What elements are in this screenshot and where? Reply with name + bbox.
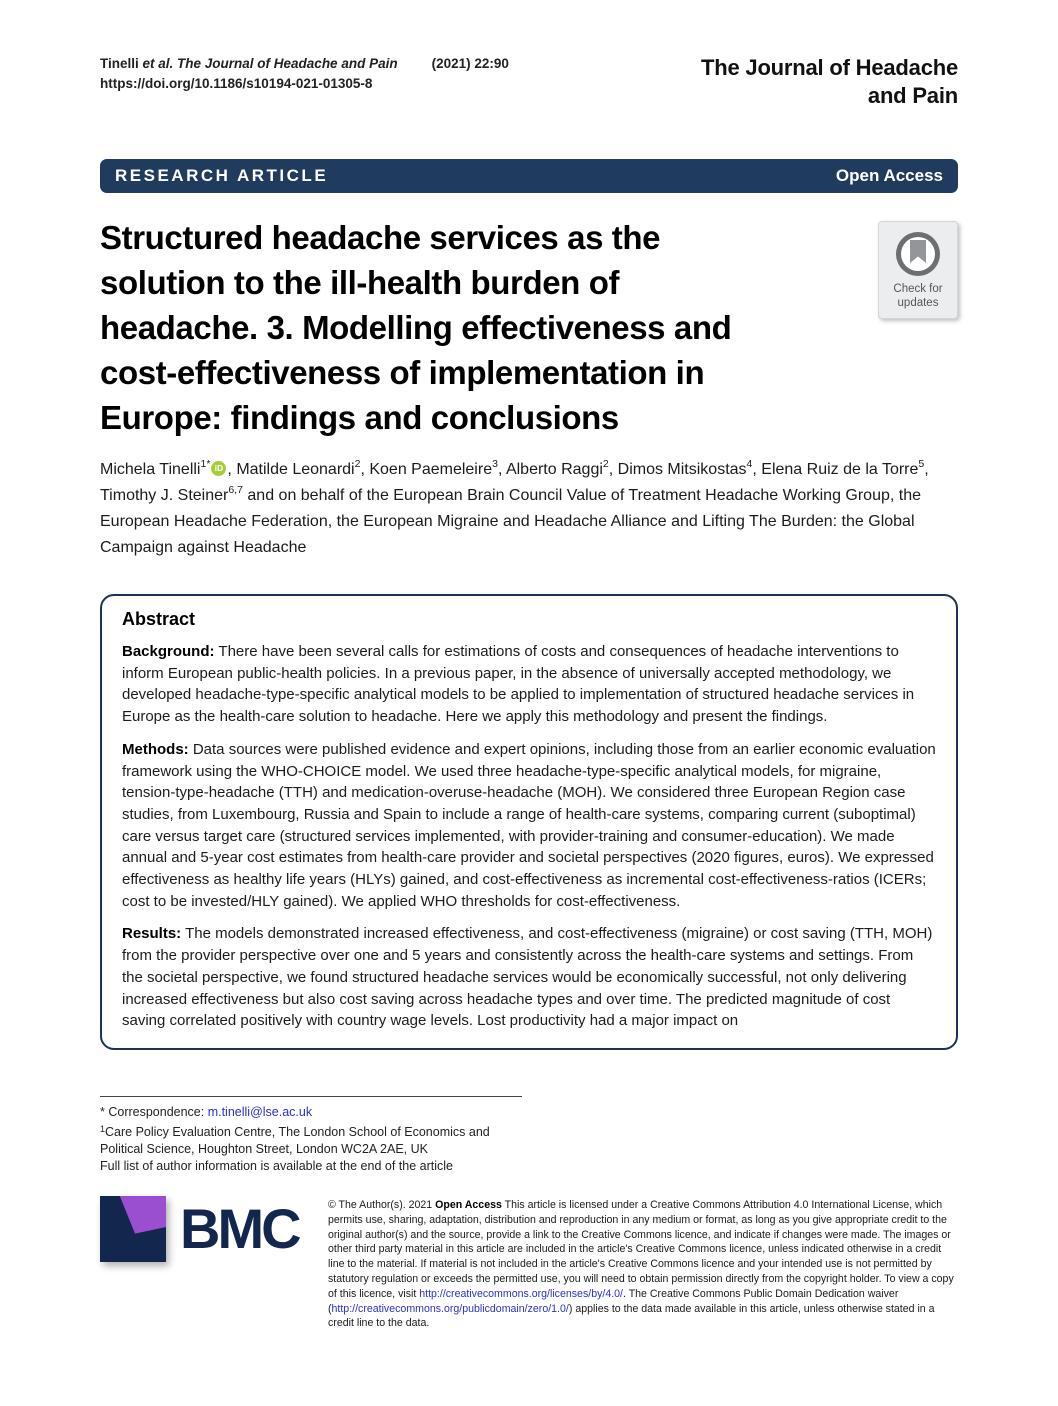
check-for-updates-button[interactable] [878,221,958,319]
license-url-link[interactable]: http://creativecommons.org/licenses/by/4.0/ [419,1287,623,1300]
bmc-logo-icon [100,1196,166,1262]
affiliation-line: $^1$Care Policy Evaluation Centre, The London School of Economics and Political Science, Houghton Street, London WC2A 2AE, UK [100,1123,490,1156]
author-info-note: Full list of author information is available at the end of the article [100,1158,453,1173]
methods-label: Methods: [122,740,189,758]
bmc-logo-text: BMC [180,1196,299,1260]
footer [100,1196,958,1331]
abstract-box [100,594,958,1050]
bmc-logo [100,1196,328,1262]
page-title: Structured headache services as the solution to the ill-health burden of headache. 3. Modelling effectiveness and cost-effectiveness of implementation in Europe: findings and conclusions [100,219,732,436]
doi-text: https://doi.org/10.1186/s10194-021-01305-8 [100,76,373,91]
open-access-label: Open Access [835,166,943,185]
abstract-background: Background: There have been several calls for estimations of costs and consequences of headache interventions to inform European public-health policies. In a previous paper, in the absence of universally accepted methodology, we developed headache-type-specific analytical models to be applied to implementation of structured headache services in Europe as the health-care solution to headache. Here we apply this methodology and present the findings. [122,643,915,726]
article-type-banner [100,159,958,193]
background-label: Background: [122,643,215,660]
citation-block [100,54,509,94]
abstract-heading: Abstract [122,609,196,629]
page-header [100,54,958,110]
license-url-link[interactable]: http://creativecommons.org/publicdomain/zero/1.0/ [331,1302,569,1315]
abstract-methods: Methods: Data sources were published evidence and expert opinions, including those from an earlier economic evaluation framework using the WHO-CHOICE model. We used three headache-type-specific analytical models, for migraine, tension-type-headache (TTH) and medication-overuse-headache (MOH). We considered three European Region case studies, from Luxembourg, Russia and Spain to include a range of health-care systems, comparing current (suboptimal) care versus target care (structured services implemented, with provider-training and consumer-education). We made annual and 5-year cost estimates from health-care provider and societal perspectives (2020 figures, euros). We expressed effectiveness as healthy life years (HLYs) gained, and cost-effectiveness as incremental cost-effectiveness-ratios (ICERs; cost to be invested/HLY gained). We applied WHO thresholds for cost-effectiveness. [122,740,936,910]
bookmark-icon [910,240,926,263]
author-list: Michela Tinelli$^{1*}$ iD , Matilde Leonardi$^2$, Koen Paemeleire$^3$, Alberto Raggi$^2$, Dimos Mitsikostas$^4$, Elena Ruiz de la Torre$^5$, Timothy J. Steiner$^{6,7}$ and on behalf of the European Brain Council Value of Treatment Headache Working Group, the European Headache Federation, the European Migraine and Headache Alliance and Lifting The Burden: the Global Campaign against Headache [100,458,929,556]
check-badge-label: Check for updates [893,283,943,309]
crossmark-icon [896,232,940,276]
journal-masthead: The Journal of Headache and Pain [700,55,958,108]
license-text: © The Author(s). 2021 Open Access This article is licensed under a Creative Commons Attribution 4.0 International License, which permits use, sharing, adaptation, distribution and reproduction in any medium or format, as long as you give appropriate credit to the original author(s) and the source, provide a link to the Creative Commons licence, and indicate if changes were made. The images or other third party material in this article are included in the article's Creative Commons licence, unless indicated otherwise in a credit line to the material. If material is not included in the article's Creative Commons licence and your intended use is not permitted by statutory regulation or exceeds the permitted use, you will need to obtain permission directly from the copyright holder. To view a copy of this licence, visit http://creativecommons.org/licenses/by/4.0/. The Creative Commons Public Domain Dedication waiver (http://creativecommons.org/publicdomain/zero/1.0/) applies to the data made available in this article, unless otherwise stated in a credit line to the data. [328,1198,954,1330]
footnote-block [100,1096,522,1175]
orcid-icon[interactable]: iD [211,461,226,476]
title-section [100,215,958,440]
article-type-label: RESEARCH ARTICLE [115,166,329,185]
correspondence-email-link[interactable]: m.tinelli@lse.ac.uk [207,1104,313,1119]
results-label: Results: [122,925,182,943]
citation-line: Tinelli et al. The Journal of Headache and Pain (2021) 22:90 [100,56,509,71]
correspondence-line: * Correspondence: m.tinelli@lse.ac.uk [100,1104,313,1119]
abstract-results: Results: The models demonstrated increased effectiveness, and cost-effectiveness (migraine) or cost saving (TTH, MOH) from the provider perspective over one and 5 years and consistently across the health-care systems and settings. From the societal perspective, we found structured headache services would be economically successful, not only delivering increased effectiveness but also cost saving across headache types and over time. The predicted magnitude of cost saving correlated positively with country wage levels. Lost productivity had a major impact on [122,925,933,1030]
open-access-bold: Open Access [435,1198,502,1211]
